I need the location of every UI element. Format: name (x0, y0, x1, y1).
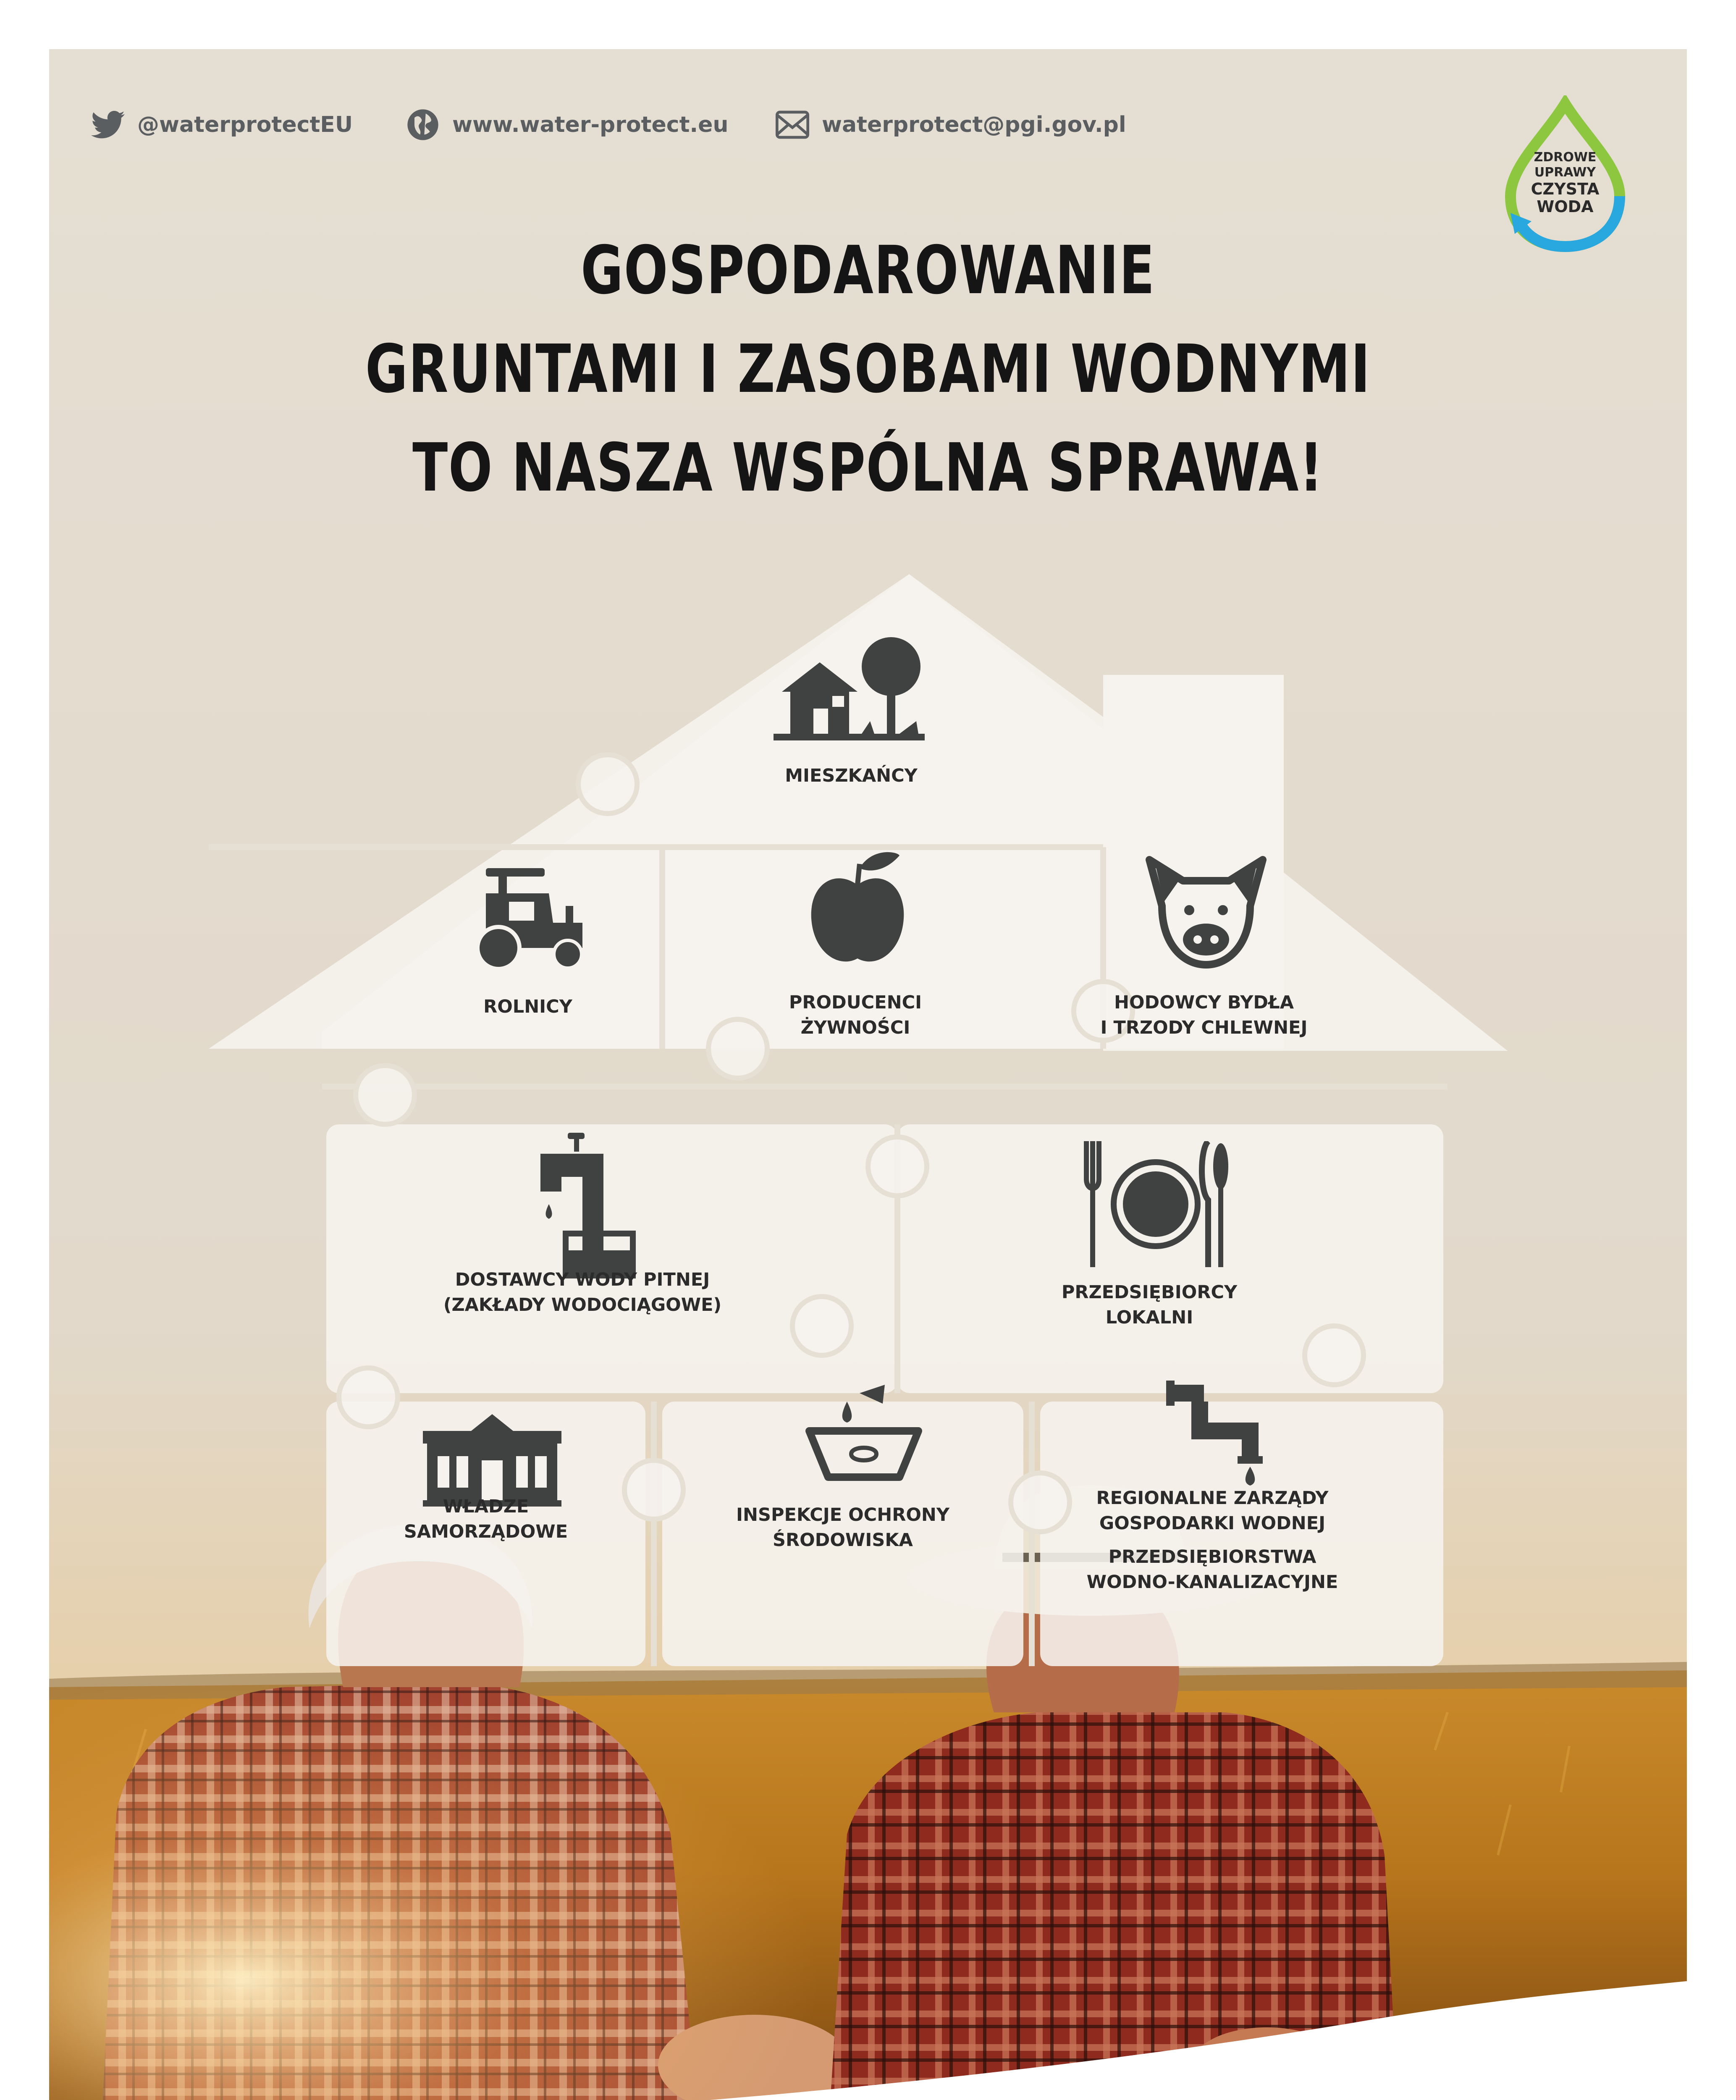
label-food-producers-line1: PRODUCENCI (789, 992, 922, 1013)
label-environment-inspection (729, 1502, 956, 1553)
label-local-government-line1: WŁADZE (443, 1496, 529, 1517)
title-line-3: TO NASZA WSPÓLNA SPRAWA! (412, 429, 1324, 507)
label-residents-text: MIESZKAŃCY (785, 765, 918, 786)
label-environment-inspection-line1: INSPEKCJE OCHRONY (736, 1504, 950, 1525)
label-farmers-text: ROLNICY (483, 996, 572, 1017)
label-local-government (393, 1494, 578, 1544)
badge-line-2: UPRAWY (1534, 165, 1596, 180)
label-residents (771, 763, 931, 788)
label-water-suppliers (440, 1267, 725, 1318)
pipe-leak-icon (1166, 1376, 1267, 1490)
label-water-companies-line1: PRZEDSIĘBIORSTWA (1108, 1546, 1316, 1567)
tractor-icon (469, 868, 587, 969)
label-livestock (1086, 990, 1322, 1040)
badge-line-4: WODA (1537, 197, 1594, 216)
apple-icon (809, 847, 906, 969)
label-water-management-line1: REGIONALNE ZARZĄDY (1096, 1488, 1329, 1509)
plate-cutlery-icon (1082, 1141, 1229, 1267)
wash-basin-icon (805, 1385, 923, 1481)
label-water-management-line2: GOSPODARKI WODNEJ (1099, 1513, 1326, 1534)
label-water-suppliers-line2: (ZAKŁADY WODOCIĄGOWE) (443, 1294, 722, 1315)
house-with-tree-icon (774, 637, 925, 746)
label-water-companies (1086, 1544, 1338, 1595)
label-water-suppliers-line1: DOSTAWCY WODY PITNEJ (455, 1269, 710, 1290)
water-tap-icon (540, 1133, 645, 1280)
website-url: www.water-protect.eu (452, 112, 729, 137)
title-line-1: GOSPODAROWANIE (581, 232, 1155, 309)
puzzle-house (49, 49, 1687, 2100)
email-address: waterprotect@pgi.gov.pl (822, 112, 1126, 137)
title-line-2: GRUNTAMI I ZASOBAMI WODNYMI (365, 331, 1371, 408)
label-environment-inspection-line2: ŚRODOWISKA (773, 1530, 913, 1551)
label-water-companies-line2: WODNO-KANALIZACYJNE (1086, 1572, 1338, 1593)
poster (49, 49, 1687, 2100)
pig-icon (1141, 856, 1271, 969)
municipal-building-icon (423, 1414, 561, 1507)
label-water-management (1086, 1486, 1338, 1536)
label-food-producers-line2: ŻYWNOŚCI (800, 1017, 910, 1038)
label-local-business-line2: LOKALNI (1105, 1307, 1193, 1328)
label-farmers (435, 994, 620, 1019)
label-livestock-line1: HODOWCY BYDŁA (1114, 992, 1294, 1013)
label-livestock-line2: I TRZODY CHLEWNEJ (1100, 1017, 1308, 1038)
label-local-business-line1: PRZEDSIĘBIORCY (1061, 1282, 1238, 1303)
label-local-government-line2: SAMORZĄDOWE (404, 1521, 568, 1542)
badge-line-1: ZDROWE (1534, 150, 1597, 165)
label-food-producers (759, 990, 952, 1040)
label-local-business (1032, 1280, 1267, 1330)
twitter-handle: @waterprotectEU (137, 112, 353, 137)
badge-line-3: CZYSTA (1531, 180, 1600, 198)
